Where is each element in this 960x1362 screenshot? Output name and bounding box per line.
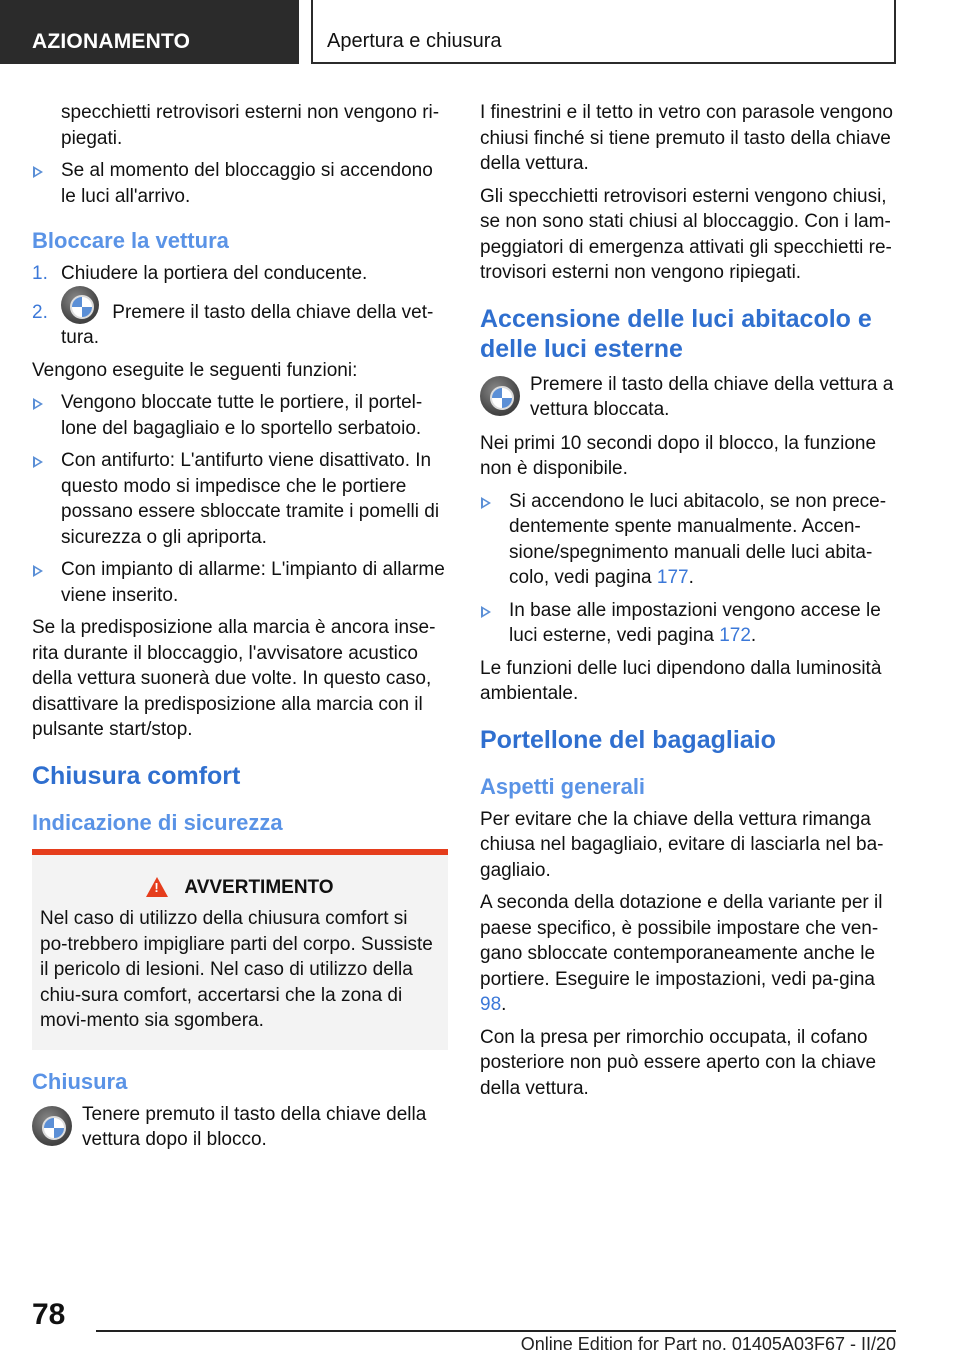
paragraph-rimorchio: Con la presa per rimorchio occupata, il cofano posteriore non può essere aperto con la chiave della vettura. <box>480 1026 877 1099</box>
page-number: 78 <box>32 1298 66 1331</box>
warning-text: Nel caso di utilizzo della chiusura comfort si po-trebbero impigliare parti del corpo. Sussiste il pericolo di lesioni. Nel caso di utilizzo della chiu-sura comfort, accertarsi che la zona di movi-mento sia sgombera. <box>40 908 433 1031</box>
header-section-label: AZIONAMENTO <box>32 30 191 53</box>
bmw-key-icon <box>480 376 520 416</box>
steps-list <box>32 261 448 351</box>
page-link-177[interactable]: 177 <box>656 567 689 588</box>
heading-portellone: Portellone del bagagliaio <box>480 725 776 754</box>
warning-box <box>32 849 448 1050</box>
step-text: Chiudere la portiera del conducente. <box>61 263 368 284</box>
list-item: Se al momento del bloccaggio si accendono le luci all'arrivo. <box>32 158 448 209</box>
heading-chiusura: Chiusura <box>32 1068 128 1094</box>
key-instruction-text: Premere il tasto della chiave della vettura a vettura bloccata. <box>530 373 894 420</box>
paragraph-marcia: Se la predisposizione alla marcia è ancora inse-rita durante il bloccaggio, l'avvisatore acustico della vettura suonerà due volte. In questo caso, disattivare la predisposizione alla marcia con il pulsante start/stop. <box>32 617 436 740</box>
warning-triangle-icon <box>146 877 168 897</box>
key-instruction <box>480 372 896 423</box>
paragraph-specchietti: Gli specchietti retrovisori esterni vengono chiusi, se non sono stati chiusi al bloccaggio. Con i lam-peggiatori di emergenza attivati gli specchietti re-trovisori esterni non vengono ripiegati. <box>480 185 892 283</box>
list-item: Con antifurto: L'antifurto viene disattivato. In questo modo si impedisce che le portiere possano essere sbloccate tramite i pomelli di sicurezza o gli apriporta. <box>32 448 448 550</box>
footer-edition: Online Edition for Part no. 01405A03F67 - II/20 <box>520 1334 896 1354</box>
step-item <box>32 261 448 287</box>
heading-indicazione-sicurezza: Indicazione di sicurezza <box>32 809 283 835</box>
paragraph-primi-secondi: Nei primi 10 secondi dopo il blocco, la funzione non è disponibile. <box>480 432 877 479</box>
heading-bloccare: Bloccare la vettura <box>32 228 229 253</box>
key-instruction-text: Tenere premuto il tasto della chiave della vettura dopo il blocco. <box>82 1103 427 1150</box>
page-link-172[interactable]: 172 <box>719 625 751 646</box>
list-item: Si accendono le luci abitacolo, se non prece-dentemente spente manualmente. Accen-sione/spegnimento manuali delle luci abita-colo, vedi pagina 177. <box>480 489 896 591</box>
heading-aspetti-generali: Aspetti generali <box>480 773 646 799</box>
header-chapter-label: Apertura e chiusura <box>327 30 502 52</box>
continued-text: specchietti retrovisori esterni non vengono ri-piegati. <box>61 102 440 149</box>
left-column <box>32 100 448 1161</box>
paragraph-finestrini: I finestrini e il tetto in vetro con parasole vengono chiusi finché si tiene premuto il tasto della chiave della vettura. <box>480 102 893 174</box>
step-number: 2. <box>32 301 48 323</box>
list-item: In base alle impostazioni vengono accese le luci esterne, vedi pagina 172. <box>480 598 896 649</box>
bmw-key-icon <box>32 1106 72 1146</box>
bmw-key-icon <box>61 286 99 324</box>
step-text: Premere il tasto della chiave della vet-tura. <box>61 301 434 348</box>
continued-bullet-list <box>32 158 448 209</box>
heading-chiusura-comfort: Chiusura comfort <box>32 761 241 790</box>
step-number: 1. <box>32 263 48 284</box>
list-item: Vengono bloccate tutte le portiere, il portel-lone del bagagliaio e lo sportello serbatoio. <box>32 390 448 441</box>
right-column <box>480 100 896 1108</box>
paragraph-luminosita: Le funzioni delle luci dipendono dalla luminosità ambientale. <box>480 657 882 704</box>
paragraph-chiave-bagagliaio: Per evitare che la chiave della vettura rimanga chiusa nel bagagliaio, evitare di lasciarla nel ba-gagliaio. <box>480 808 884 881</box>
list-item-text: In base alle impostazioni vengono accese le luci esterne, vedi pagina <box>509 599 881 646</box>
lights-list <box>480 489 896 649</box>
list-item-text: Si accendono le luci abitacolo, se non prece-dentemente spente manualmente. Accen-sione/spegnimento manuali delle luci abita-colo, vedi pagina <box>509 490 887 588</box>
functions-intro: Vengono eseguite le seguenti funzioni: <box>32 359 358 381</box>
footer-divider <box>96 1330 896 1332</box>
functions-list <box>32 390 448 608</box>
paragraph-dotazione: A seconda della dotazione e della variante per il paese specifico, è possibile impostare che ven-gano sbloccate contemporaneamente anche le portiere. Eseguire le impostazioni, vedi pa-gina 98. <box>480 892 883 1015</box>
warning-title-row <box>40 875 440 901</box>
step-item <box>32 294 448 351</box>
list-item: Con impianto di allarme: L'impianto di allarme viene inserito. <box>32 557 448 608</box>
heading-accensione-luci: Accensione delle luci abitacolo e delle luci esterne <box>480 304 872 363</box>
header-chapter-tab <box>311 0 896 64</box>
header-section-tab <box>0 0 299 64</box>
key-instruction <box>32 1102 448 1153</box>
warning-title: AVVERTIMENTO <box>184 876 334 898</box>
page-link-98[interactable]: 98 <box>480 994 502 1015</box>
paragraph-dotazione-text: A seconda della dotazione e della variante per il paese specifico, è possibile impostare che ven-gano sbloccate contemporaneamente anche le portiere. Eseguire le impostazioni, vedi pa-gina <box>480 892 883 990</box>
